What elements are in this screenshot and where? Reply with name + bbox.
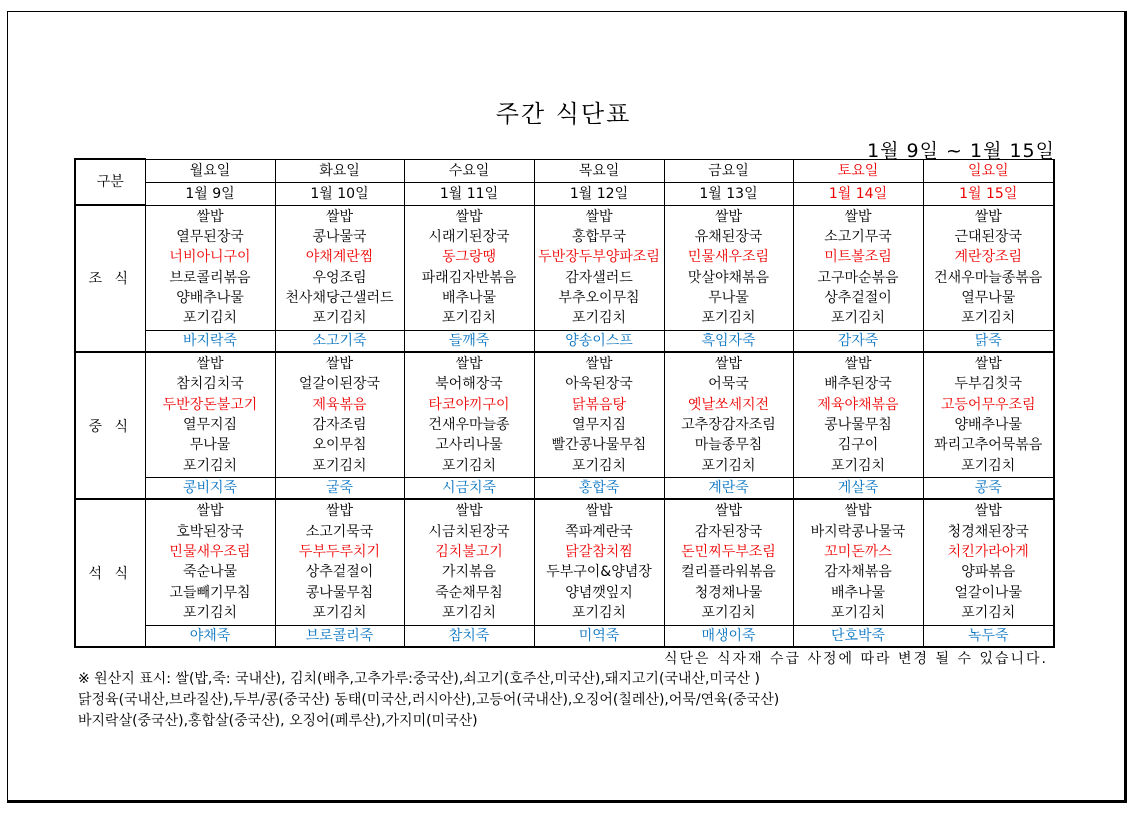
menu-item: 건새우마늘종볶음 [934, 269, 1043, 286]
menu-item: 두반장돈불고기 [162, 396, 258, 413]
menu-cell [664, 499, 793, 625]
menu-item: 두부김칫국 [954, 376, 1023, 393]
menu-item: 쌀밥 [974, 208, 1002, 225]
menu-cell [145, 499, 275, 625]
menu-item: 포기김치 [701, 310, 756, 327]
porridge-cell: 브로콜리죽 [275, 625, 404, 647]
menu-item: 쪽파계란국 [565, 523, 633, 540]
menu-item: 상추겉절이 [305, 564, 374, 581]
menu-item: 양념깻잎지 [565, 584, 633, 601]
menu-item: 쌀밥 [585, 503, 613, 520]
menu-item: 김구이 [837, 437, 879, 454]
menu-item: 미트볼조림 [824, 249, 892, 266]
menu-item: 고사리나물 [435, 437, 503, 454]
category-header: 구분 [75, 159, 145, 205]
menu-item: 포기김치 [961, 310, 1016, 327]
menu-item: 브로콜리볶음 [169, 269, 251, 286]
menu-item: 쌀밥 [196, 355, 224, 372]
menu-cell [275, 499, 404, 625]
menu-item: 아욱된장국 [565, 376, 633, 393]
menu-cell [404, 205, 534, 330]
porridge-cell: 감자죽 [793, 330, 923, 352]
menu-item: 꼬미돈까스 [824, 543, 892, 560]
menu-cell [923, 205, 1054, 330]
menu-item: 상추겉절이 [824, 290, 892, 307]
day-date: 1월 10일 [275, 182, 404, 205]
day-name: 목요일 [534, 159, 664, 182]
menu-item: 쌀밥 [974, 503, 1002, 520]
menu-cell [923, 499, 1054, 625]
menu-item: 두부두루치기 [298, 543, 381, 560]
menu-cell [793, 499, 923, 625]
porridge-cell: 바지락죽 [145, 330, 275, 352]
menu-item: 우엉조림 [312, 269, 367, 286]
menu-item: 돈민찌두부조림 [681, 543, 776, 560]
menu-item: 야채계란찜 [305, 249, 374, 266]
menu-item: 쌀밥 [585, 208, 613, 225]
menu-item: 감자된장국 [694, 523, 763, 540]
porridge-cell: 게살죽 [793, 478, 923, 500]
menu-item: 제육볶음 [312, 396, 367, 413]
menu-item: 쌀밥 [714, 208, 743, 225]
menu-item: 콩나물국 [312, 228, 367, 245]
origin-line: ※ 원산지 표시: 쌀(밥,죽: 국내산), 김치(배추,고추가루:중국산),쇠고기(호주산,미국산),돼지고기(국내산,미국산 ) [78, 671, 760, 687]
day-name: 화요일 [275, 159, 404, 182]
menu-item: 죽순나물 [182, 564, 238, 581]
porridge-cell: 계란죽 [664, 478, 793, 500]
weekly-menu-table [74, 158, 1055, 648]
menu-item: 포기김치 [961, 605, 1016, 622]
day-name: 일요일 [923, 159, 1054, 182]
menu-item: 쌀밥 [196, 208, 224, 225]
menu-cell [534, 352, 664, 478]
menu-cell [534, 499, 664, 625]
menu-item: 참치김치국 [176, 376, 244, 393]
meal-label: 조 식 [75, 205, 145, 352]
menu-item: 호박된장국 [176, 523, 244, 540]
meal-row [75, 499, 1054, 625]
menu-item: 치킨가라아게 [947, 543, 1029, 560]
menu-item: 북어해장국 [435, 376, 503, 393]
menu-item: 포기김치 [830, 457, 886, 474]
menu-item: 포기김치 [312, 457, 367, 474]
day-date: 1월 11일 [404, 182, 534, 205]
menu-item: 포기김치 [312, 310, 367, 327]
day-date: 1월 14일 [793, 182, 923, 205]
menu-item: 양배추나물 [954, 417, 1023, 434]
menu-item: 옛날쏘세지전 [687, 396, 770, 413]
porridge-cell: 들깨죽 [404, 330, 534, 352]
menu-item: 닭볶음탕 [571, 396, 627, 413]
menu-item: 양배추나물 [176, 290, 244, 307]
menu-cell [404, 499, 534, 625]
menu-item: 포기김치 [182, 605, 238, 622]
porridge-cell: 홍합죽 [534, 478, 664, 500]
porridge-row [75, 330, 1054, 352]
day-date: 1월 12일 [534, 182, 664, 205]
menu-item: 쌀밥 [455, 208, 483, 225]
menu-item: 청경채된장국 [947, 523, 1029, 540]
menu-item: 열무지짐 [182, 417, 238, 434]
menu-cell [664, 205, 793, 330]
day-date: 1월 15일 [923, 182, 1054, 205]
menu-item: 포기김치 [701, 457, 756, 474]
day-name: 수요일 [404, 159, 534, 182]
menu-item: 닭갈참치찜 [565, 543, 633, 560]
menu-item: 근대된장국 [954, 228, 1023, 245]
menu-item: 무나물 [189, 437, 231, 454]
menu-item: 두부구이&양념장 [546, 564, 652, 581]
menu-item: 콩나물무침 [824, 417, 892, 434]
menu-cell [923, 352, 1054, 478]
menu-cell [793, 205, 923, 330]
menu-item: 두반장두부양파조림 [538, 249, 660, 266]
header-row [75, 159, 1054, 182]
menu-item: 얼갈이나물 [954, 584, 1023, 601]
menu-item: 포기김치 [441, 605, 497, 622]
menu-item: 너비아니구이 [169, 249, 251, 266]
porridge-cell: 콩죽 [923, 478, 1054, 500]
menu-item: 포기김치 [571, 605, 627, 622]
porridge-cell: 닭죽 [923, 330, 1054, 352]
day-date: 1월 9일 [145, 182, 275, 205]
menu-item: 홍합무국 [571, 228, 627, 245]
menu-item: 청경채나물 [694, 584, 763, 601]
menu-item: 쌀밥 [196, 503, 224, 520]
menu-cell [145, 205, 275, 330]
menu-item: 파래김자반볶음 [421, 269, 517, 286]
menu-item: 꽈리고추어묵볶음 [934, 437, 1043, 454]
porridge-cell: 소고기죽 [275, 330, 404, 352]
menu-item: 포기김치 [312, 605, 367, 622]
menu-item: 제육야채볶음 [817, 396, 899, 413]
menu-item: 소고기무국 [824, 228, 892, 245]
menu-item: 시금치된장국 [428, 523, 510, 540]
porridge-row [75, 478, 1054, 500]
meal-row [75, 352, 1054, 478]
menu-item: 민물새우조림 [687, 249, 770, 266]
menu-item: 쌀밥 [714, 355, 743, 372]
porridge-cell: 굴죽 [275, 478, 404, 500]
menu-item: 쌀밥 [844, 355, 872, 372]
menu-item: 콩나물무침 [305, 584, 374, 601]
menu-item: 감자조림 [312, 417, 367, 434]
menu-item: 가지볶음 [441, 564, 497, 581]
menu-item: 쌀밥 [325, 503, 354, 520]
menu-item: 고등어무우조림 [940, 396, 1036, 413]
change-notice: 식단은 식자재 수급 사정에 따라 변경 될 수 있습니다. [663, 651, 1048, 667]
porridge-cell: 매생이죽 [664, 625, 793, 647]
menu-item: 빨간콩나물무침 [551, 437, 647, 454]
menu-item: 포기김치 [182, 457, 238, 474]
menu-item: 배추나물 [441, 290, 497, 307]
menu-item: 포기김치 [701, 605, 756, 622]
menu-item: 쌀밥 [455, 503, 483, 520]
menu-item: 무나물 [708, 290, 749, 307]
menu-item: 유채된장국 [694, 228, 763, 245]
page-title: 주간 식단표 [495, 100, 632, 128]
menu-cell [404, 352, 534, 478]
meal-label: 중 식 [75, 352, 145, 499]
menu-item: 시래기된장국 [428, 228, 510, 245]
menu-item: 어묵국 [708, 376, 749, 393]
menu-item: 포기김치 [830, 605, 886, 622]
menu-item: 동그랑땡 [441, 249, 497, 266]
menu-item: 감자채볶음 [824, 564, 892, 581]
origin-line: 바지락살(중국산),홍합살(중국산), 오징어(페루산),가지미(미국산) [78, 713, 478, 729]
menu-item: 계란장조림 [954, 249, 1023, 266]
porridge-cell: 녹두죽 [923, 625, 1054, 647]
menu-item: 포기김치 [830, 310, 886, 327]
menu-item: 마늘종무침 [694, 437, 763, 454]
menu-item: 맛살야채볶음 [687, 269, 770, 286]
menu-item: 포기김치 [441, 310, 497, 327]
menu-item: 배추된장국 [824, 376, 892, 393]
menu-cell [275, 205, 404, 330]
menu-item: 고들빼기무침 [169, 584, 251, 601]
menu-item: 오이무침 [312, 437, 367, 454]
origin-line: 닭정육(국내산,브라질산),두부/콩(중국산) 동태(미국산,러시아산),고등어(국내산),오징어(칠레산),어묵/연육(중국산) [78, 692, 780, 708]
menu-item: 김치불고기 [435, 543, 503, 560]
menu-item: 감자샐러드 [565, 269, 633, 286]
menu-item: 부추오이무침 [558, 290, 640, 307]
menu-item: 포기김치 [571, 457, 627, 474]
day-name: 금요일 [664, 159, 793, 182]
menu-item: 포기김치 [182, 310, 238, 327]
porridge-row [75, 625, 1054, 647]
porridge-cell: 야채죽 [145, 625, 275, 647]
menu-item: 열무나물 [961, 290, 1016, 307]
porridge-cell: 양송이스프 [534, 330, 664, 352]
menu-item: 죽순채무침 [435, 584, 503, 601]
porridge-cell: 참치죽 [404, 625, 534, 647]
menu-item: 배추나물 [830, 584, 886, 601]
porridge-cell: 콩비지죽 [145, 478, 275, 500]
menu-item: 쌀밥 [325, 355, 354, 372]
menu-item: 열무된장국 [176, 228, 244, 245]
menu-item: 쌀밥 [844, 208, 872, 225]
menu-item: 쌀밥 [325, 208, 354, 225]
menu-item: 쌀밥 [974, 355, 1002, 372]
menu-item: 소고기묵국 [305, 523, 374, 540]
menu-item: 바지락콩나물국 [810, 523, 906, 540]
menu-item: 포기김치 [961, 457, 1016, 474]
meal-label: 석 식 [75, 499, 145, 646]
menu-item: 쌀밥 [585, 355, 613, 372]
menu-item: 포기김치 [441, 457, 497, 474]
day-name: 토요일 [793, 159, 923, 182]
menu-item: 타코야끼구이 [428, 396, 510, 413]
day-name: 월요일 [145, 159, 275, 182]
porridge-cell: 단호박죽 [793, 625, 923, 647]
menu-item: 포기김치 [571, 310, 627, 327]
menu-cell [145, 352, 275, 478]
meal-row [75, 205, 1054, 330]
menu-item: 컬리플라워볶음 [681, 564, 776, 581]
menu-item: 쌀밥 [844, 503, 872, 520]
menu-item: 천사채당근샐러드 [285, 290, 394, 307]
porridge-cell: 시금치죽 [404, 478, 534, 500]
date-range: 1월 9일 ~ 1월 15일 [867, 140, 1055, 162]
menu-item: 고추장감자조림 [681, 417, 776, 434]
porridge-cell: 미역죽 [534, 625, 664, 647]
menu-item: 민물새우조림 [169, 543, 251, 560]
menu-cell [534, 205, 664, 330]
menu-item: 쌀밥 [714, 503, 743, 520]
menu-cell [664, 352, 793, 478]
menu-item: 건새우마늘종 [428, 417, 510, 434]
menu-item: 양파볶음 [961, 564, 1016, 581]
menu-item: 열무지짐 [571, 417, 627, 434]
menu-item: 쌀밥 [455, 355, 483, 372]
day-date: 1월 13일 [664, 182, 793, 205]
menu-cell [793, 352, 923, 478]
porridge-cell: 흑임자죽 [664, 330, 793, 352]
menu-item: 고구마순볶음 [817, 269, 899, 286]
menu-cell [275, 352, 404, 478]
header-date-row [75, 182, 1054, 205]
menu-item: 얼갈이된장국 [298, 376, 381, 393]
